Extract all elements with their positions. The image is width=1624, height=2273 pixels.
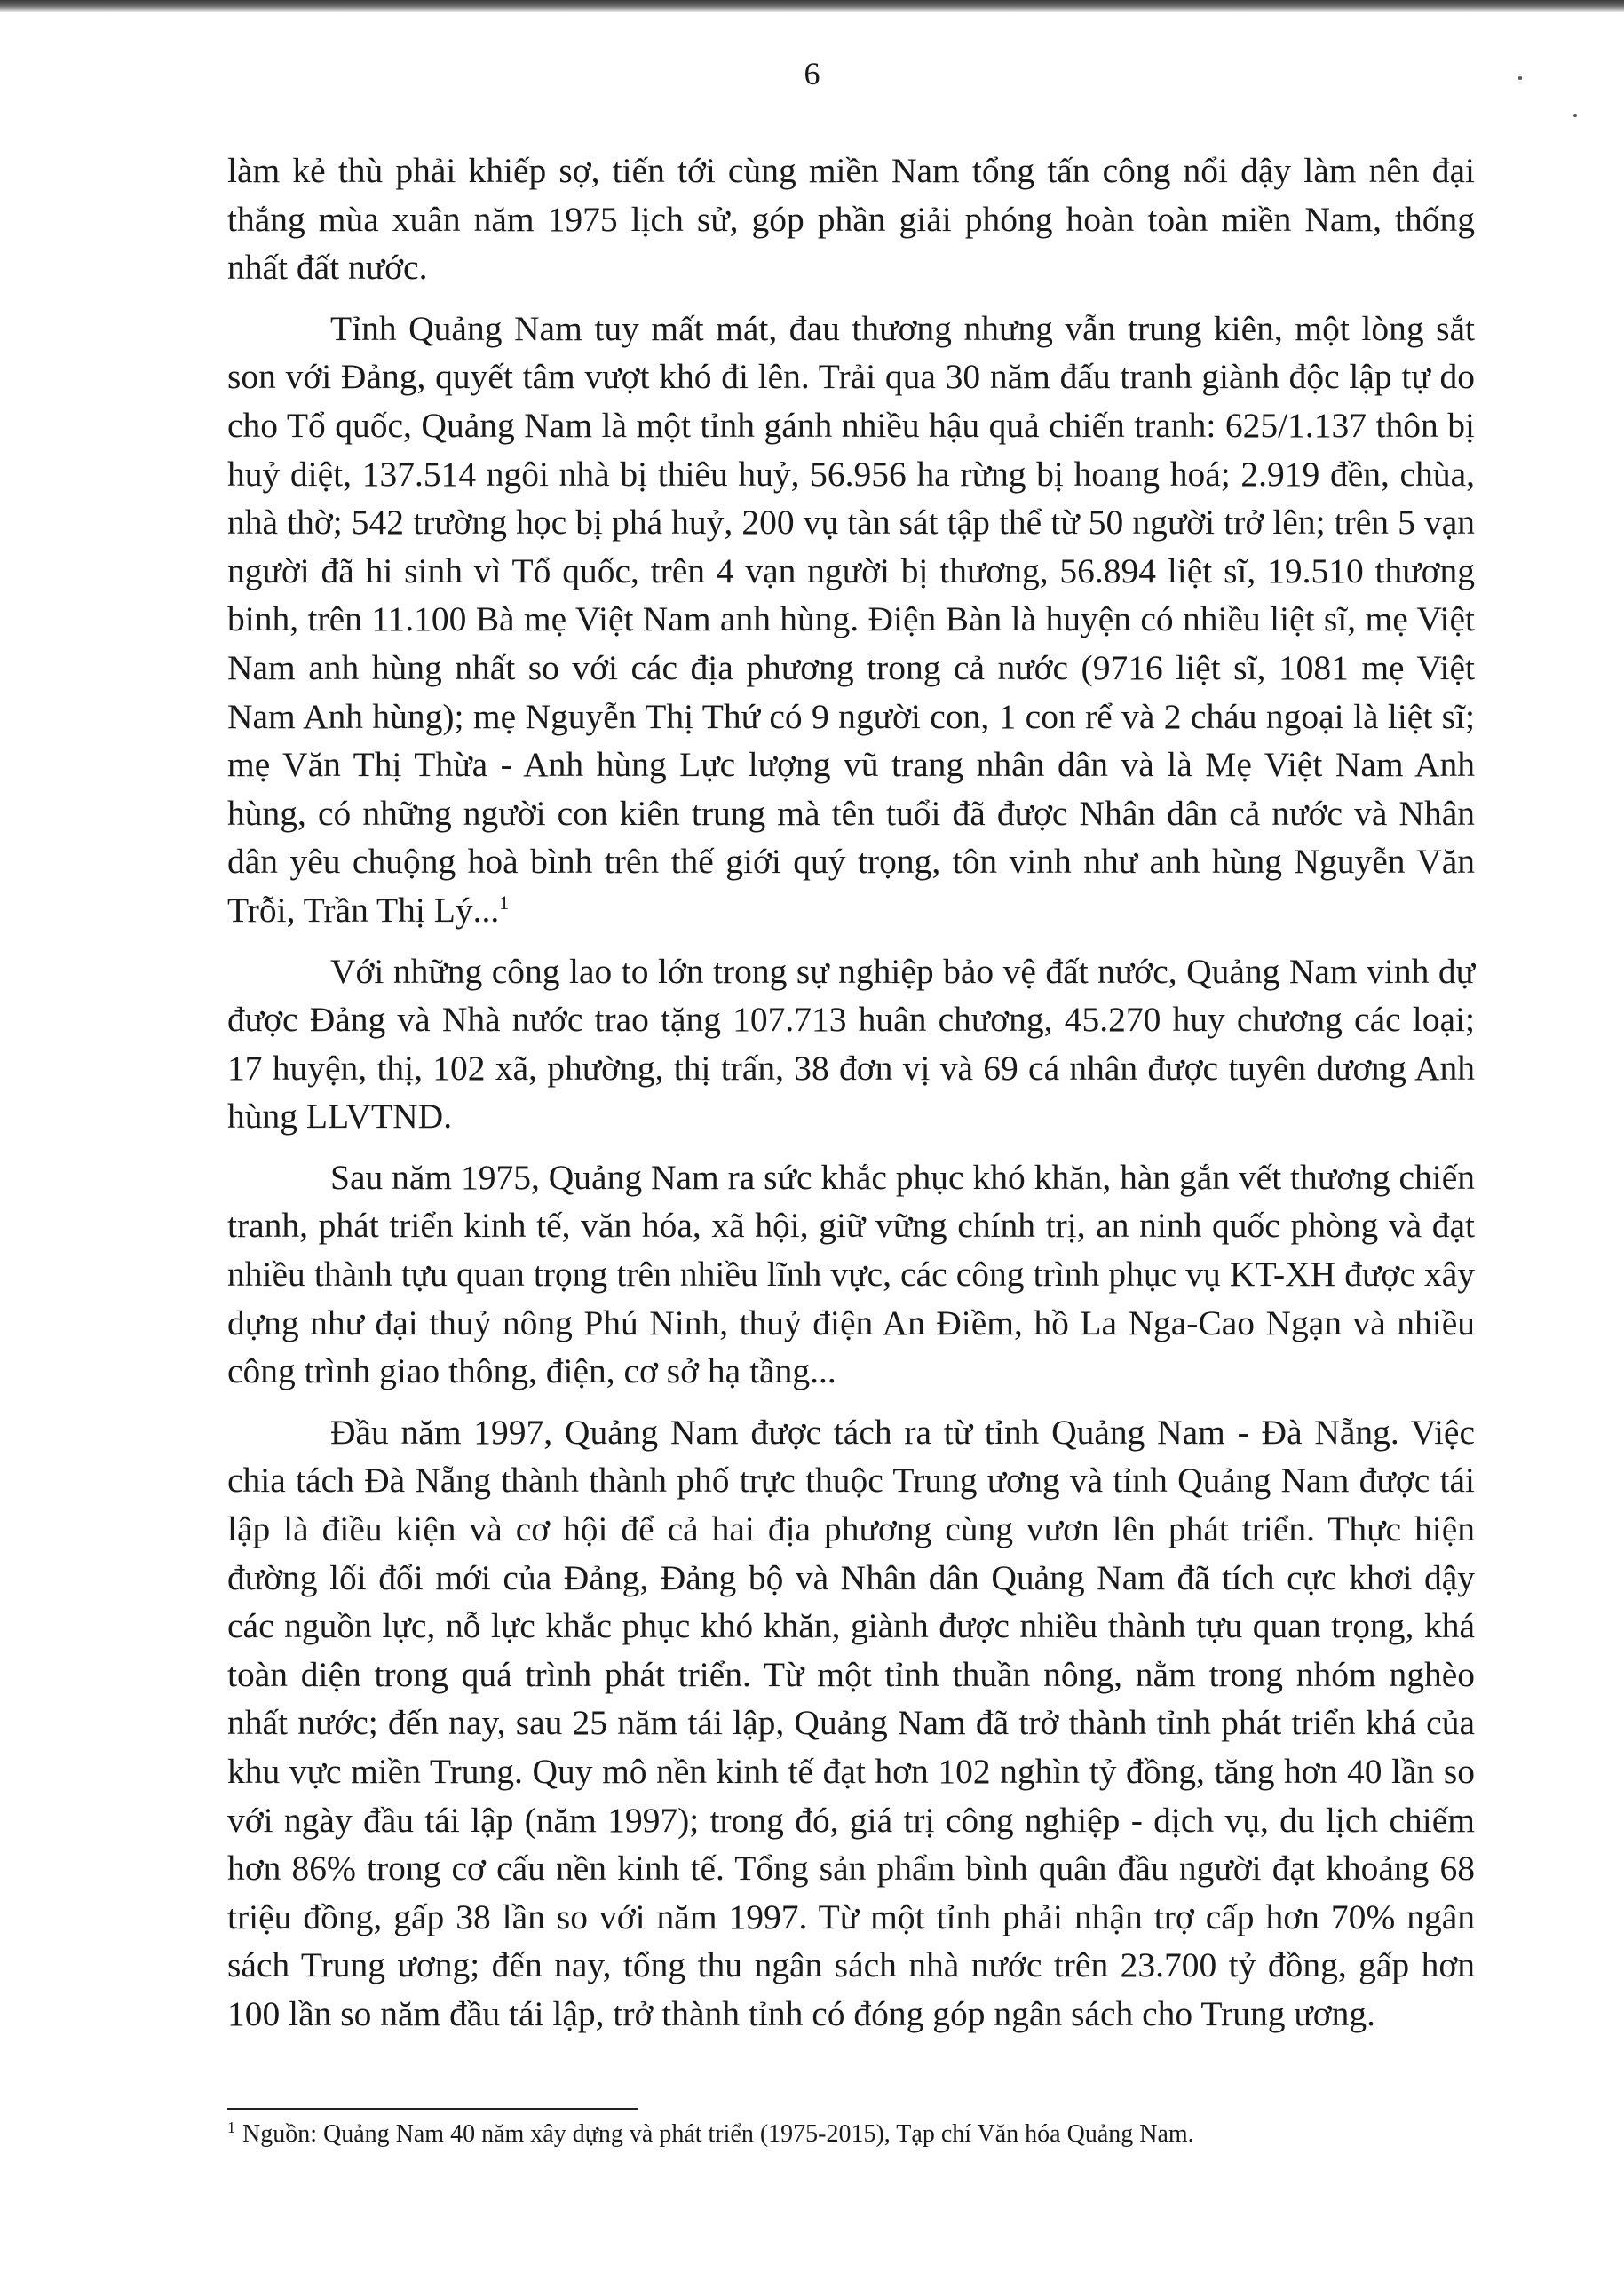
scan-top-edge	[0, 0, 1624, 12]
paragraph-2: Tỉnh Quảng Nam tuy mất mát, đau thương nhưng vẫn trung kiên, một lòng sắt son với Đảng, quyết tâm vượt khó đi lên. Trải qua 30 năm đấu tranh giành độc lập tự do cho Tổ quốc, Quảng Nam là một tỉnh gánh nhiều hậu quả chiến tranh: 625/1.137 thôn bị huỷ diệt, 137.514 ngôi nhà bị thiêu huỷ, 56.956 ha rừng bị hoang hoá; 2.919 đền, chùa, nhà thờ; 542 trường học bị phá huỷ, 200 vụ tàn sát tập thể từ 50 người trở lên; trên 5 vạn người đã hi sinh vì Tổ quốc, trên 4 vạn người bị thương, 56.894 liệt sĩ, 19.510 thương binh, trên 11.100 Bà mẹ Việt Nam anh hùng. Điện Bàn là huyện có nhiều liệt sĩ, mẹ Việt Nam anh hùng nhất so với các địa phương trong cả nước (9716 liệt sĩ, 1081 mẹ Việt Nam Anh hùng); mẹ Nguyễn Thị Thứ có 9 người con, 1 con rể và 2 cháu ngoại là liệt sĩ; mẹ Văn Thị Thừa - Anh hùng Lực lượng vũ trang nhân dân và là Mẹ Việt Nam Anh hùng, có những người con kiên trung mà tên tuổi đã được Nhân dân cả nước và Nhân dân yêu chuộng hoà bình trên thế giới quý trọng, tôn vinh như anh hùng Nguyễn Văn Trỗi, Trần Thị Lý...$^1$	[227, 308, 1475, 930]
document-body	[227, 147, 1475, 2051]
page-number: 6	[804, 56, 820, 91]
footnote-text: Nguồn: Quảng Nam 40 năm xây dựng và phát triển (1975-2015), Tạp chí Văn hóa Quảng Nam.	[242, 2120, 1194, 2148]
footnote-separator	[227, 2108, 638, 2110]
paragraph-1: làm kẻ thù phải khiếp sợ, tiến tới cùng miền Nam tổng tấn công nổi dậy làm nên đại thắng mùa xuân năm 1975 lịch sử, góp phần giải phóng hoàn toàn miền Nam, thống nhất đất nước.	[227, 151, 1475, 288]
footnote	[227, 2119, 1475, 2150]
paragraph-4: Sau năm 1975, Quảng Nam ra sức khắc phục khó khăn, hàn gắn vết thương chiến tranh, phát triển kinh tế, văn hóa, xã hội, giữ vững chính trị, an ninh quốc phòng và đạt nhiều thành tựu quan trọng trên nhiều lĩnh vực, các công trình phục vụ KT-XH được xây dựng như đại thuỷ nông Phú Ninh, thuỷ điện An Điềm, hồ La Nga-Cao Ngạn và nhiều công trình giao thông, điện, cơ sở hạ tầng...	[227, 1157, 1475, 1391]
footnote-mark: 1	[227, 2118, 235, 2136]
paragraph-3: Với những công lao to lớn trong sự nghiệp bảo vệ đất nước, Quảng Nam vinh dự được Đảng và Nhà nước trao tặng 107.713 huân chương, 45.270 huy chương các loại; 17 huyện, thị, 102 xã, phường, thị trấn, 38 đơn vị và 69 cá nhân được tuyên dương Anh hùng LLVTND.	[227, 951, 1475, 1136]
footnote-reference: 1	[499, 891, 510, 914]
paragraph-5: Đầu năm 1997, Quảng Nam được tách ra từ tỉnh Quảng Nam - Đà Nẵng. Việc chia tách Đà Nẵng thành thành phố trực thuộc Trung ương và tỉnh Quảng Nam được tái lập là điều kiện và cơ hội để cả hai địa phương cùng vươn lên phát triển. Thực hiện đường lối đổi mới của Đảng, Đảng bộ và Nhân dân Quảng Nam đã tích cực khơi dậy các nguồn lực, nỗ lực khắc phục khó khăn, giành được nhiều thành tựu quan trọng, khá toàn diện trong quá trình phát triển. Từ một tỉnh thuần nông, nằm trong nhóm nghèo nhất nước; đến nay, sau 25 năm tái lập, Quảng Nam đã trở thành tỉnh phát triển khá của khu vực miền Trung. Quy mô nền kinh tế đạt hơn 102 nghìn tỷ đồng, tăng hơn 40 lần so với ngày đầu tái lập (năm 1997); trong đó, giá trị công nghiệp - dịch vụ, du lịch chiếm hơn 86% trong cơ cấu nền kinh tế. Tổng sản phẩm bình quân đầu người đạt khoảng 68 triệu đồng, gấp 38 lần so với năm 1997. Từ một tỉnh phải nhận trợ cấp hơn 70% ngân sách Trung ương; đến nay, tổng thu ngân sách nhà nước trên 23.700 tỷ đồng, gấp hơn 100 lần so năm đầu tái lập, trở thành tỉnh có đóng góp ngân sách cho Trung ương.	[227, 1412, 1475, 2033]
scan-speck	[1573, 114, 1577, 117]
